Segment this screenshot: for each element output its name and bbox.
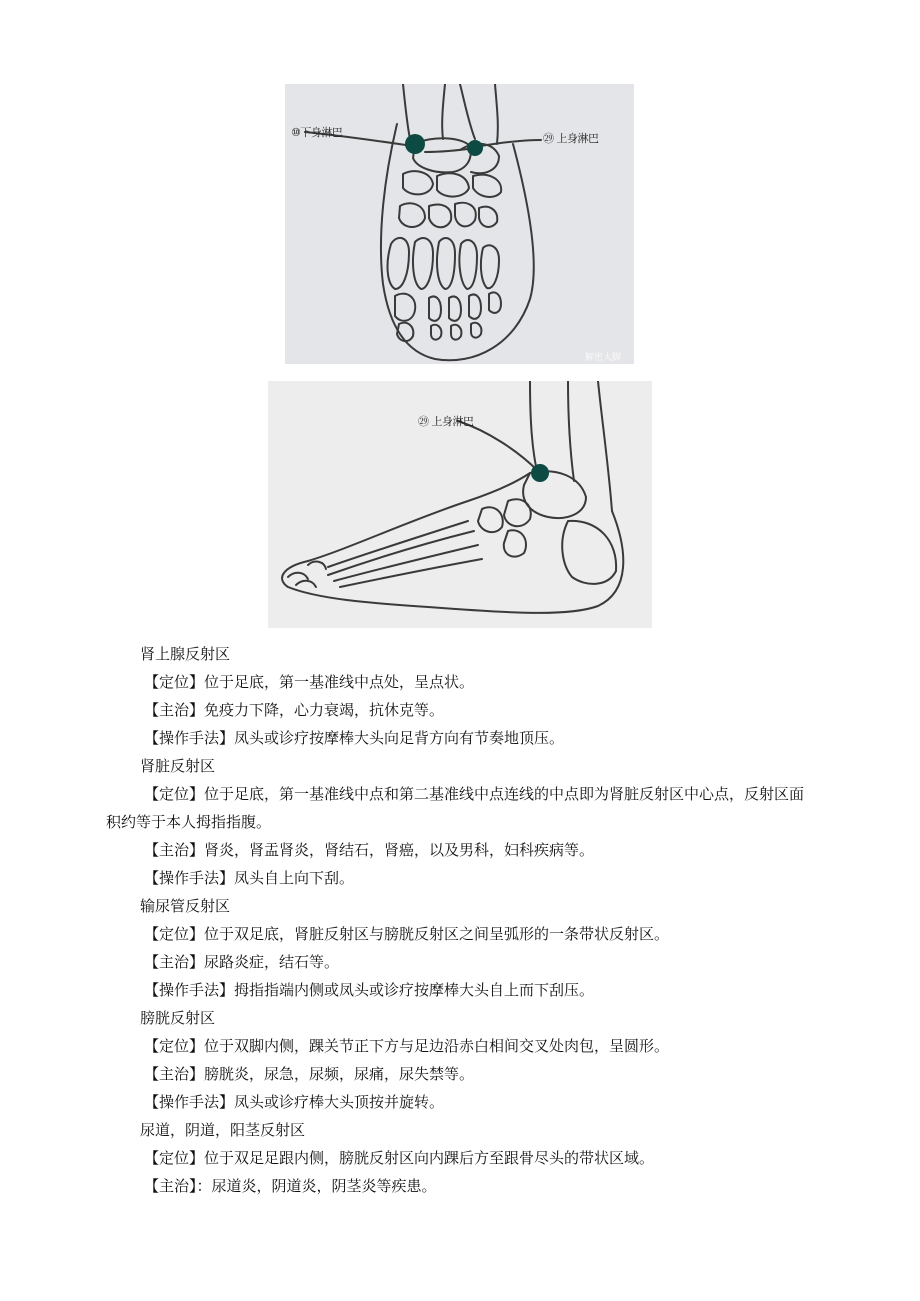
label-upper-body-lymph-side: ㉙ 上身淋巴 — [418, 415, 474, 428]
paragraph-line: 【定位】位于足底，第一基准线中点和第二基准线中点连线的中点即为肾脏反射区中心点，反射区面积约等于本人拇指指腹。 — [106, 785, 805, 831]
paragraph-line: 【操作手法】凤头或诊疗棒大头顶按并旋转。 — [144, 1093, 445, 1111]
section-heading: 输尿管反射区 — [140, 897, 231, 915]
paragraph-line: 【主治】：尿道炎，阴道炎，阴茎炎等疾患。 — [144, 1177, 437, 1195]
paragraph-line: 【定位】位于双脚内侧，踝关节正下方与足边沿赤白相间交叉处肉包，呈圆形。 — [144, 1037, 670, 1055]
foot-top-view-figure — [285, 84, 634, 364]
section-heading: 肾脏反射区 — [140, 757, 216, 775]
label-lower-body-lymph: ⑩下身淋巴 — [291, 126, 343, 139]
paragraph-line: 【主治】膀胱炎，尿急，尿频，尿痛，尿失禁等。 — [144, 1065, 475, 1083]
paragraph-line: 【定位】位于足底，第一基准线中点处，呈点状。 — [144, 673, 475, 691]
paragraph-line: 【操作手法】拇指指端内侧或凤头或诊疗按摩棒大头自上而下刮压。 — [144, 981, 595, 999]
watermark: 解密大脚 — [585, 353, 622, 363]
paragraph-line: 【定位】位于双足足跟内侧，膀胱反射区向内踝后方至跟骨尽头的带状区域。 — [144, 1149, 655, 1167]
document-body — [106, 640, 818, 1200]
section-heading: 尿道，阴道，阳茎反射区 — [140, 1121, 306, 1139]
paragraph-line: 【主治】免疫力下降，心力衰竭，抗休克等。 — [144, 701, 445, 719]
foot-side-view-figure — [268, 381, 652, 628]
section-heading: 膀胱反射区 — [140, 1009, 216, 1027]
paragraph-line: 【操作手法】凤头自上向下刮。 — [144, 869, 355, 887]
section-heading: 肾上腺反射区 — [140, 645, 231, 663]
paragraph-line: 【定位】位于双足底，肾脏反射区与膀胱反射区之间呈弧形的一条带状反射区。 — [144, 925, 670, 943]
paragraph-line: 【主治】尿路炎症，结石等。 — [144, 953, 340, 971]
paragraph-line: 【操作手法】凤头或诊疗按摩棒大头向足背方向有节奏地顶压。 — [144, 729, 565, 747]
label-upper-body-lymph: ㉙ 上身淋巴 — [543, 132, 599, 145]
paragraph-line: 【主治】肾炎，肾盂肾炎，肾结石，肾癌，以及男科，妇科疾病等。 — [144, 841, 595, 859]
